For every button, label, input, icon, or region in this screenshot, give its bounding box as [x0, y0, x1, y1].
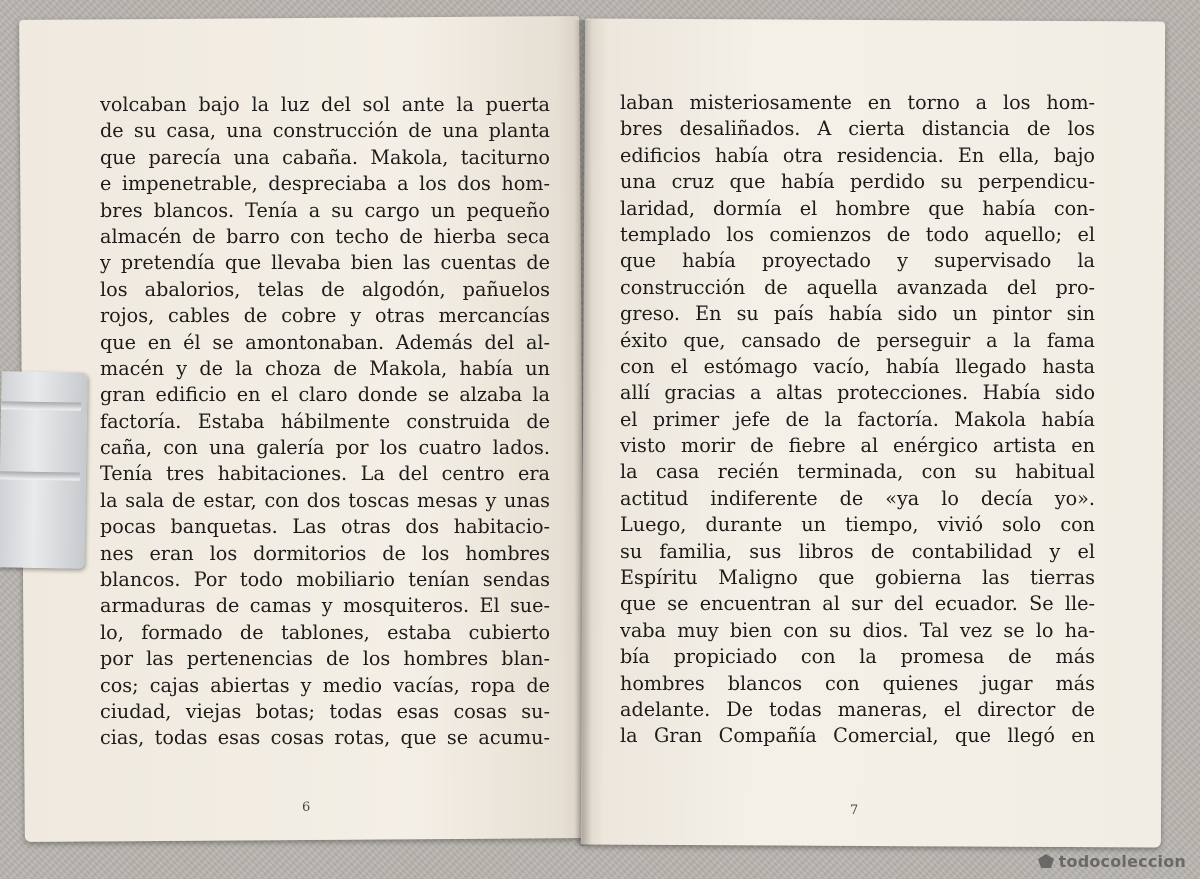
text-line: que en él se amontonaban. Además del al- [100, 330, 550, 354]
text-line: visto morir de fiebre al enérgico artista en [620, 434, 1095, 458]
text-line: que parecía una cabaña. Makola, taciturno [100, 145, 550, 169]
text-line: éxito que, cansado de perseguir a la fama [620, 328, 1095, 352]
text-line: blancos. Por todo mobiliario tenían sendas [100, 568, 550, 592]
text-line: bres desaliñados. A cierta distancia de los [620, 117, 1095, 141]
text-line: volcaban bajo la luz del sol ante la puerta [100, 93, 550, 116]
text-line: Tenía tres habitaciones. La del centro era [100, 462, 550, 486]
text-line: la Gran Compañía Comercial, que llegó en [620, 724, 1095, 748]
text-line: su familia, sus libros de contabilidad y el [620, 539, 1095, 563]
text-line: cias, todas esas cosas rotas, que se acumu- [100, 726, 550, 750]
text-line: ciudad, viejas botas; todas esas cosas su- [100, 699, 550, 723]
text-line: construcción de aquella avanzada del pro- [620, 275, 1095, 299]
text-line: con el estómago vacío, había llegado hasta [620, 354, 1095, 378]
text-line: cos; cajas abiertas y medio vacías, ropa de [100, 673, 550, 697]
watermark [1038, 852, 1186, 871]
text-line: bía propiciado con la promesa de más [620, 645, 1095, 669]
text-line: una cruz que había perdido su perpendicu- [620, 170, 1095, 194]
text-line: hombres blancos con quienes jugar más [620, 671, 1095, 695]
text-line: que había proyectado y supervisado la [620, 249, 1095, 273]
text-line: la casa recién terminada, con su habitual [620, 460, 1095, 484]
text-line: la sala de estar, con dos toscas mesas y unas [100, 488, 550, 512]
text-line: y pretendía que llevaba bien las cuentas de [100, 251, 550, 275]
text-line: Espíritu Maligno que gobierna las tierras [620, 566, 1095, 590]
right-page-number: 7 [850, 803, 859, 818]
text-line: laridad, dormía el hombre que había con- [620, 196, 1095, 220]
text-line: rojos, cables de cobre y otras mercancías [100, 304, 550, 328]
text-line: adelante. De todas maneras, el director de [620, 697, 1095, 721]
text-line: armaduras de camas y mosquiteros. El sue- [100, 594, 550, 618]
text-line: edificios había otra residencia. En ella, bajo [620, 143, 1095, 167]
text-line: templado los comienzos de todo aquello; el [620, 222, 1095, 246]
text-line: factoría. Estaba hábilmente construida de [100, 409, 550, 433]
right-page-text [620, 90, 1095, 750]
text-line: gran edificio en el claro donde se alzaba la [100, 383, 550, 407]
todocoleccion-logo-icon [1038, 853, 1054, 867]
text-line: macén y de la choza de Makola, había un [100, 356, 550, 380]
text-line: Luego, durante un tiempo, vivió solo con [620, 513, 1095, 537]
book-gutter [574, 20, 592, 846]
text-line: almacén de barro con techo de hierba seca [100, 224, 550, 248]
text-line: lo, formado de tablones, estaba cubierto [100, 620, 550, 644]
text-line: actitud indiferente de «ya lo decía yo». [620, 486, 1095, 510]
text-line: de su casa, una construcción de una planta [100, 119, 550, 143]
text-line: que se encuentran al sur del ecuador. Se lle- [620, 592, 1095, 616]
text-line: por las pertenencias de los hombres blan- [100, 647, 550, 671]
text-line: los abalorios, telas de algodón, pañuelos [100, 277, 550, 301]
text-line: pocas banquetas. Las otras dos habitacio- [100, 515, 550, 539]
watermark-text: todocoleccion [1058, 852, 1186, 871]
metal-page-clip [0, 371, 88, 568]
text-line: caña, con una galería por los cuatro lados. [100, 436, 550, 460]
text-line: nes eran los dormitorios de los hombres [100, 541, 550, 565]
left-page-text [100, 92, 550, 752]
text-line: bres blancos. Tenía a su cargo un pequeño [100, 198, 550, 222]
text-line: el primer jefe de la factoría. Makola había [620, 407, 1095, 431]
text-line: e impenetrable, despreciaba a los dos hom- [100, 172, 550, 196]
text-line: allí gracias a altas protecciones. Había sido [620, 381, 1095, 405]
text-line: greso. En su país había sido un pintor sin [620, 302, 1095, 326]
text-line: laban misteriosamente en torno a los hom- [620, 91, 1095, 114]
left-page-number: 6 [302, 800, 311, 815]
text-line: vaba muy bien con su dios. Tal vez se lo ha- [620, 618, 1095, 642]
